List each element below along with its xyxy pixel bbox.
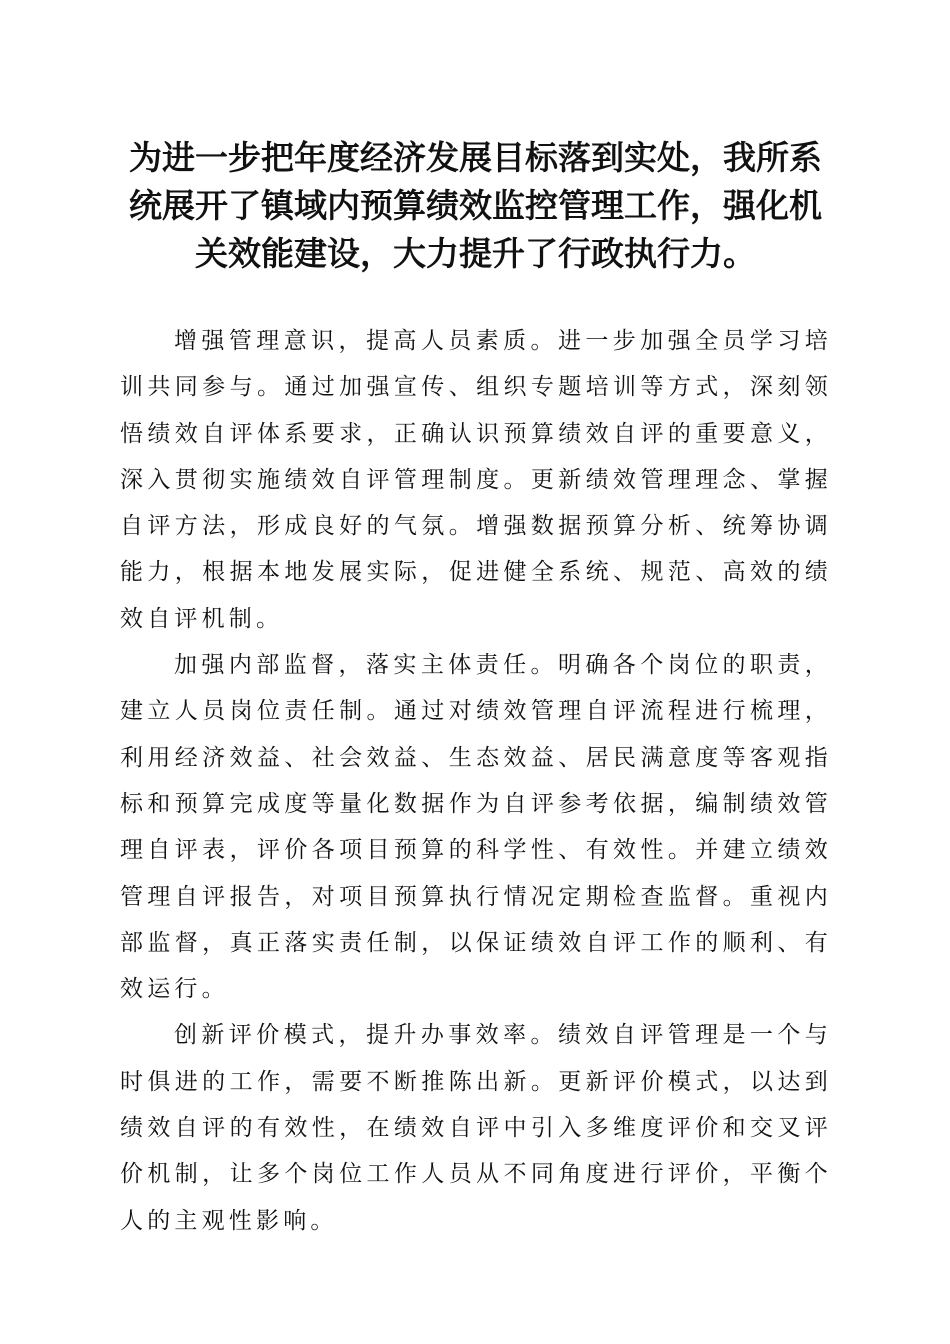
document-title: 为进一步把年度经济发展目标落到实处，我所系统展开了镇域内预算绩效监控管理工作，强化机关效能建设，大力提升了行政执行力。 [129, 138, 822, 273]
paragraph-evaluation-model: 创新评价模式，提升办事效率。绩效自评管理是一个与时俱进的工作，需要不断推陈出新。更新评价模式，以达到绩效自评的有效性，在绩效自评中引入多维度评价和交叉评价机制，让多个岗位工作人员从不同角度进行评价，平衡个人的主观性影响。 [120, 1022, 832, 1234]
document-body [120, 318, 832, 1244]
paragraph-management-awareness: 增强管理意识，提高人员素质。进一步加强全员学习培训共同参与。通过加强宣传、组织专题培训等方式，深刻领悟绩效自评体系要求，正确认识预算绩效自评的重要意义，深入贯彻实施绩效自评管理制度。更新绩效管理理念、掌握自评方法，形成良好的气氛。增强数据预算分析、统筹协调能力，根据本地发展实际，促进健全系统、规范、高效的绩效自评机制。 [120, 328, 832, 632]
paragraph-internal-supervision: 加强内部监督，落实主体责任。明确各个岗位的职责，建立人员岗位责任制。通过对绩效管理自评流程进行梳理，利用经济效益、社会效益、生态效益、居民满意度等客观指标和预算完成度等量化数据作为自评参考依据，编制绩效管理自评表，评价各项目预算的科学性、有效性。并建立绩效管理自评报告，对项目预算执行情况定期检查监督。重视内部监督，真正落实责任制，以保证绩效自评工作的顺利、有效运行。 [120, 652, 832, 1003]
